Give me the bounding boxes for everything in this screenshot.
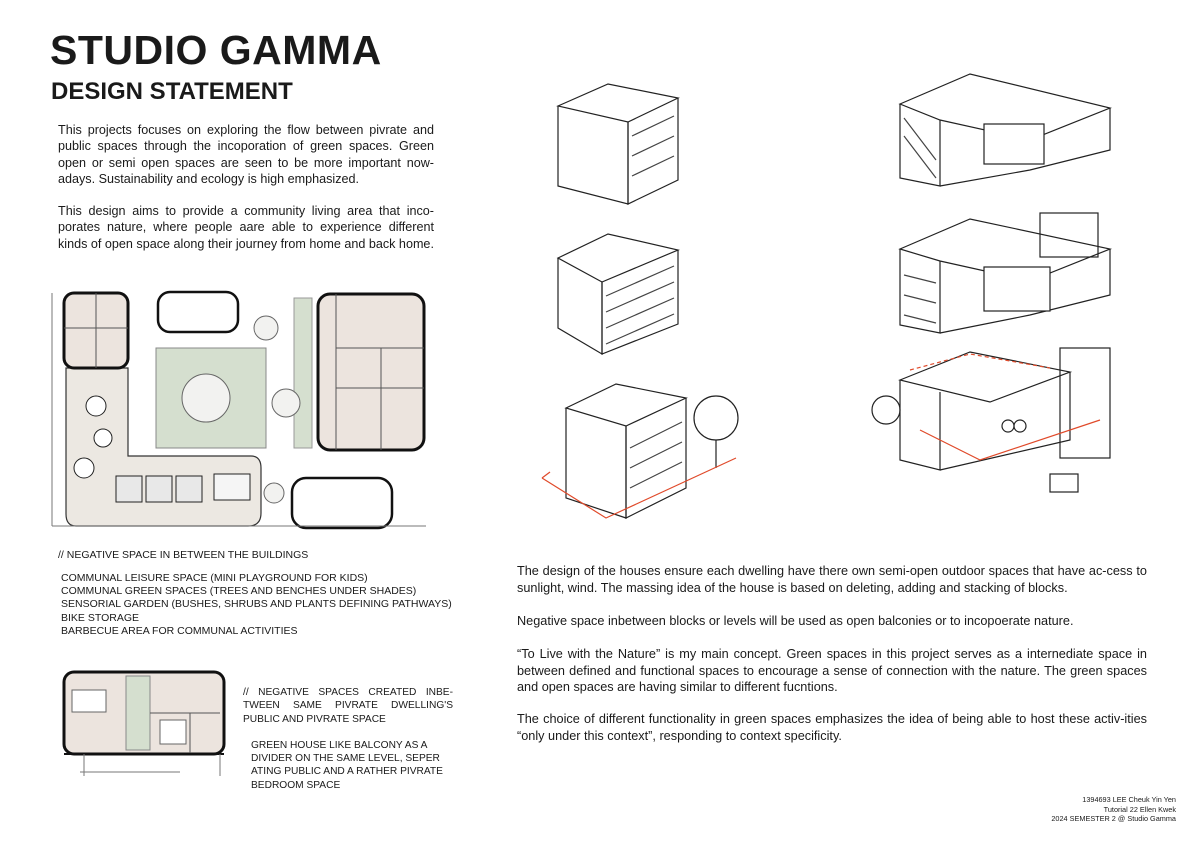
list-item: COMMUNAL LEISURE SPACE (MINI PLAYGROUND FOR KIDS): [61, 572, 368, 584]
statement-paragraph-1: The design of the houses ensure each dwelling have there own semi-open outdoor spaces that have ac-cess to sunlight, wind. The massing idea of the house is based on deleting, adding and stacking of blocks.: [517, 564, 1147, 595]
list-item: COMMUNAL GREEN SPACES (TREES AND BENCHES UNDER SHADES): [61, 585, 417, 598]
dwelling-note-line: ATING PUBLIC AND A RATHER PIVRATE: [251, 766, 443, 778]
negative-space-list: [61, 572, 452, 638]
dwelling-note-line: DIVIDER ON THE SAME LEVEL, SEPER: [251, 753, 440, 765]
massing-sketch-1: [548, 76, 688, 208]
list-item: BARBECUE AREA FOR COMMUNAL ACTIVITIES: [61, 624, 298, 637]
statement-paragraph-4: The choice of different functionality in green spaces emphasizes the idea of being able to host these activ-ities “only under this context”, responding to context specificity.: [517, 712, 1147, 743]
dwelling-floor-plan: [60, 668, 230, 780]
massing-sketch-6: [870, 340, 1140, 510]
massing-sketch-3: [548, 228, 688, 360]
footer-semester: 2024 SEMESTER 2 @ Studio Gamma: [1051, 814, 1176, 824]
list-item: BIKE STORAGE: [61, 611, 139, 624]
site-plan-drawing: [46, 288, 446, 536]
massing-sketch-2: [880, 70, 1120, 190]
statement-paragraph-2: Negative space inbetween blocks or levels will be used as open balconies or to incopoerate nature.: [517, 614, 1074, 628]
footer-student: 1394693 LEE Cheuk Yin Yen: [1082, 795, 1176, 804]
dwelling-note-line: BEDROOM SPACE: [251, 779, 341, 791]
dwelling-note-text: [251, 739, 456, 792]
page-title: STUDIO GAMMA: [50, 27, 382, 73]
footer-tutorial: Tutorial 22 Ellen Kwek: [1103, 804, 1176, 814]
dwelling-note-line: GREEN HOUSE LIKE BALCONY AS A: [251, 740, 428, 751]
list-item: SENSORIAL GARDEN (BUSHES, SHRUBS AND PLANTS DEFINING PATHWAYS): [61, 598, 452, 611]
intro-paragraph-1: This projects focuses on exploring the flow between pivrate and public spaces through the incoporation of green spaces. Green open or semi open spaces are seen to be more important now-adays. Sustainability and ecology is high emphasized.: [58, 123, 434, 187]
footer-credits: [1051, 795, 1176, 824]
dwelling-note-heading: // NEGATIVE SPACES CREATED INBE-TWEEN SAME PIVRATE DWELLING'S PUBLIC AND PIVRATE SPACE: [243, 687, 453, 725]
intro-paragraph-2: This design aims to provide a community living area that inco-porates nature, where people aare able to experience different kinds of open space along their journey from home and back home.: [58, 204, 434, 251]
page-subtitle: DESIGN STATEMENT: [51, 78, 293, 105]
massing-sketch-5: [536, 368, 776, 538]
statement-paragraph-3: “To Live with the Nature” is my main concept. Green spaces in this project serves as a internediate space in between defined and functional spaces to encourage a sense of connection with the nature. The green spaces and open spaces are having similar to different fucntions.: [517, 647, 1147, 695]
negative-space-heading: // NEGATIVE SPACE IN BETWEEN THE BUILDINGS: [58, 549, 309, 561]
massing-sketch-4: [880, 205, 1120, 335]
